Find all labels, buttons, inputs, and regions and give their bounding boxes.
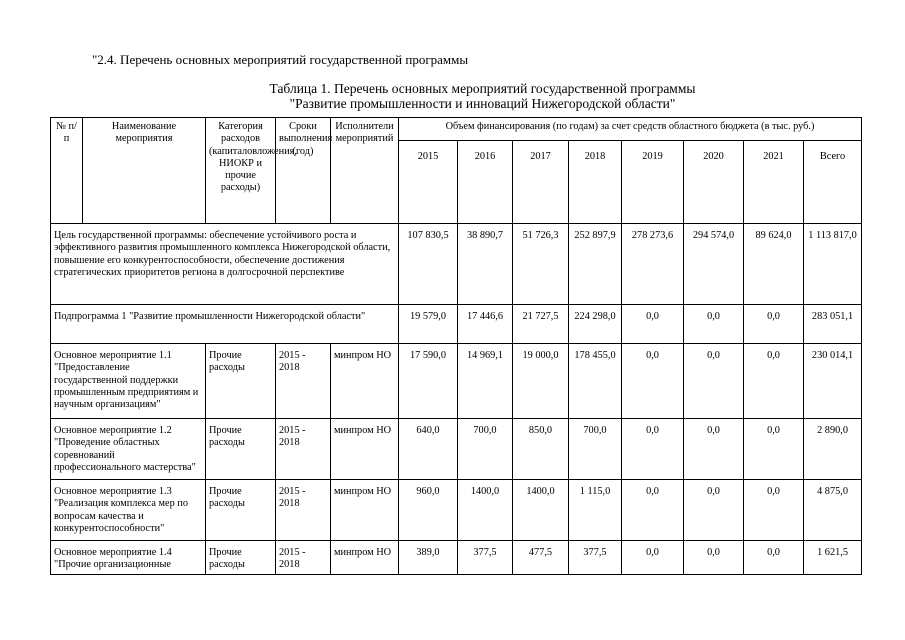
subprogram-value: 19 579,0 (399, 305, 458, 344)
header-year: 2017 (513, 141, 569, 224)
measure-name: Основное мероприятие 1.3 "Реализация комплекса мер по вопросам качества и конкурентоспособности" (51, 480, 206, 541)
measure-name: Основное мероприятие 1.2 "Проведение областных соревнований профессионального мастерства" (51, 419, 206, 480)
goal-value: 89 624,0 (744, 224, 804, 305)
measure-value: 640,0 (399, 419, 458, 480)
goal-text: Цель государственной программы: обеспечение устойчивого роста и эффективного развития промышленного комплекса Нижегородской области, повышение его конкурентоспособности, обеспечение достижения стратегических приоритетов региона в долгосрочной перспективе (51, 224, 399, 305)
goal-value: 38 890,7 (458, 224, 513, 305)
measure-value: 0,0 (684, 419, 744, 480)
header-year: 2021 (744, 141, 804, 224)
subprogram-text: Подпрограмма 1 "Развитие промышленности Нижегородской области" (51, 305, 399, 344)
header-funding: Объем финансирования (по годам) за счет средств областного бюджета (в тыс. руб.) (399, 118, 862, 141)
goal-value: 294 574,0 (684, 224, 744, 305)
measure-executor: минпром НО (331, 344, 399, 419)
measure-value: 178 455,0 (569, 344, 622, 419)
measure-value: 389,0 (399, 541, 458, 575)
measure-value: 0,0 (622, 419, 684, 480)
goal-value: 278 273,6 (622, 224, 684, 305)
table-caption-line1: Таблица 1. Перечень основных мероприятий государственной программы (269, 81, 696, 96)
measure-category: Прочие расходы (206, 480, 276, 541)
measure-value: 377,5 (458, 541, 513, 575)
header-name: Наименование мероприятия (83, 118, 206, 224)
measure-value: 0,0 (622, 344, 684, 419)
subprogram-row (51, 305, 862, 344)
measure-value: 0,0 (744, 419, 804, 480)
measure-total: 230 014,1 (804, 344, 862, 419)
header-period: Сроки выполнения (год) (276, 118, 331, 224)
measure-name: Основное мероприятие 1.4 "Прочие организационные (51, 541, 206, 575)
measure-period: 2015 - 2018 (276, 541, 331, 575)
measure-value: 960,0 (399, 480, 458, 541)
goal-value: 51 726,3 (513, 224, 569, 305)
measure-value: 1 115,0 (569, 480, 622, 541)
measure-total: 2 890,0 (804, 419, 862, 480)
goal-total: 1 113 817,0 (804, 224, 862, 305)
header-num: № п/п (51, 118, 83, 224)
measure-value: 0,0 (744, 344, 804, 419)
table-row (51, 344, 862, 419)
measure-category: Прочие расходы (206, 344, 276, 419)
header-year: 2018 (569, 141, 622, 224)
measure-executor: минпром НО (331, 419, 399, 480)
subprogram-value: 17 446,6 (458, 305, 513, 344)
measure-name: Основное мероприятие 1.1 "Предоставление государственной поддержки промышленным предприятиям и научным организациям" (51, 344, 206, 419)
measure-value: 0,0 (622, 541, 684, 575)
measure-value: 1400,0 (458, 480, 513, 541)
measure-category: Прочие расходы (206, 419, 276, 480)
subprogram-total: 283 051,1 (804, 305, 862, 344)
table-row (51, 541, 862, 575)
measure-value: 19 000,0 (513, 344, 569, 419)
measure-value: 1400,0 (513, 480, 569, 541)
table-row (51, 419, 862, 480)
table-row (51, 480, 862, 541)
measure-value: 0,0 (684, 344, 744, 419)
measure-value: 0,0 (684, 480, 744, 541)
measure-period: 2015 - 2018 (276, 344, 331, 419)
measure-value: 0,0 (744, 541, 804, 575)
measure-period: 2015 - 2018 (276, 419, 331, 480)
measure-value: 477,5 (513, 541, 569, 575)
subprogram-value: 224 298,0 (569, 305, 622, 344)
subprogram-value: 0,0 (744, 305, 804, 344)
measure-value: 0,0 (684, 541, 744, 575)
goal-value: 107 830,5 (399, 224, 458, 305)
table-caption (0, 81, 905, 111)
measure-value: 850,0 (513, 419, 569, 480)
measure-total: 4 875,0 (804, 480, 862, 541)
measure-executor: минпром НО (331, 480, 399, 541)
header-year: 2016 (458, 141, 513, 224)
header-year: 2015 (399, 141, 458, 224)
subprogram-value: 0,0 (622, 305, 684, 344)
table-caption-line2: "Развитие промышленности и инноваций Нижегородской области" (289, 96, 676, 111)
measure-value: 377,5 (569, 541, 622, 575)
measure-value: 0,0 (744, 480, 804, 541)
header-total: Всего (804, 141, 862, 224)
header-category: Категория расходов (капиталовложения, НИОКР и прочие расходы) (206, 118, 276, 224)
measure-value: 700,0 (458, 419, 513, 480)
subprogram-value: 0,0 (684, 305, 744, 344)
goal-row (51, 224, 862, 305)
section-heading: "2.4. Перечень основных мероприятий государственной программы (92, 52, 469, 67)
measure-category: Прочие расходы (206, 541, 276, 575)
header-year: 2020 (684, 141, 744, 224)
measure-value: 17 590,0 (399, 344, 458, 419)
measure-total: 1 621,5 (804, 541, 862, 575)
measure-period: 2015 - 2018 (276, 480, 331, 541)
header-year: 2019 (622, 141, 684, 224)
measure-value: 14 969,1 (458, 344, 513, 419)
measures-table (50, 117, 862, 575)
subprogram-value: 21 727,5 (513, 305, 569, 344)
header-executor: Исполнители мероприятий (331, 118, 399, 224)
measure-value: 0,0 (622, 480, 684, 541)
goal-value: 252 897,9 (569, 224, 622, 305)
measure-executor: минпром НО (331, 541, 399, 575)
measure-value: 700,0 (569, 419, 622, 480)
